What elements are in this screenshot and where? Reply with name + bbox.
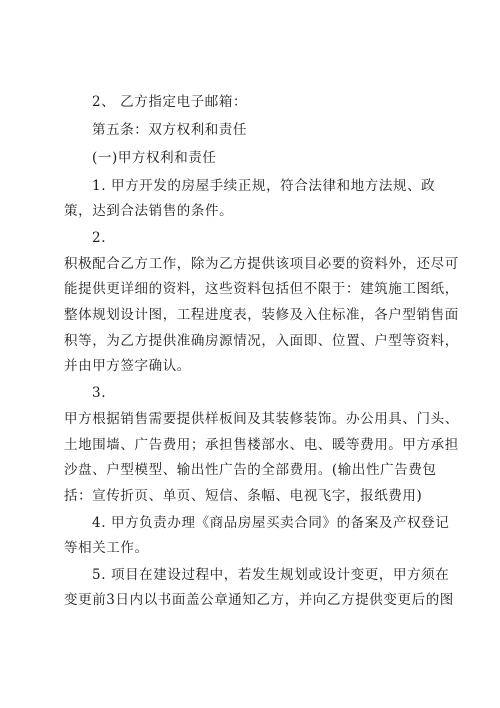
contract-line: 策，达到合法销售的条件。	[64, 203, 234, 219]
contract-line: 沙盘、户型模型、输出性广告的全部费用。(输出性广告费包	[64, 462, 437, 478]
section-heading: 第五条：双方权利和责任	[92, 122, 248, 138]
item-number: 3.	[92, 385, 107, 401]
contract-line: 2、 乙方指定电子邮箱：	[92, 94, 248, 110]
contract-line: 积极配合乙方工作，除为乙方提供该项目必要的资料外，还尽可	[64, 256, 459, 272]
contract-line: 能提供更详细的资料，这些资料包括但不限于：建筑施工图纸，	[64, 281, 459, 297]
contract-line: 等相关工作。	[64, 540, 149, 556]
item-number: 2.	[92, 230, 107, 246]
contract-line: 5. 项目在建设过程中，若发生规划或设计变更，甲方须在	[92, 567, 450, 583]
contract-line: 土地围墙、广告费用；承担售楼部水、电、暖等费用。甲方承担	[64, 437, 459, 453]
contract-line: 整体规划设计图，工程进度表，装修及入住标准，各户型销售面	[64, 307, 459, 323]
contract-line: 1. 甲方开发的房屋手续正规，符合法律和地方法规、政	[92, 178, 436, 194]
contract-line: 4. 甲方负责办理《商品房屋买卖合同》的备案及产权登记	[92, 515, 450, 531]
contract-line: 变更前3日内以书面盖公章通知乙方，并向乙方提供变更后的图	[64, 592, 454, 608]
contract-line: 甲方根据销售需要提供样板间及其装修装饰。办公用具、门头、	[64, 411, 459, 427]
contract-line: 括：宣传折页、单页、短信、条幅、电视飞字，报纸费用)	[64, 488, 423, 504]
subsection-heading: (一)甲方权利和责任	[92, 150, 217, 166]
contract-line: 并由甲方签字确认。	[64, 358, 191, 374]
contract-line: 积等，为乙方提供准确房源情况，入面即、位置、户型等资料，	[64, 333, 459, 349]
